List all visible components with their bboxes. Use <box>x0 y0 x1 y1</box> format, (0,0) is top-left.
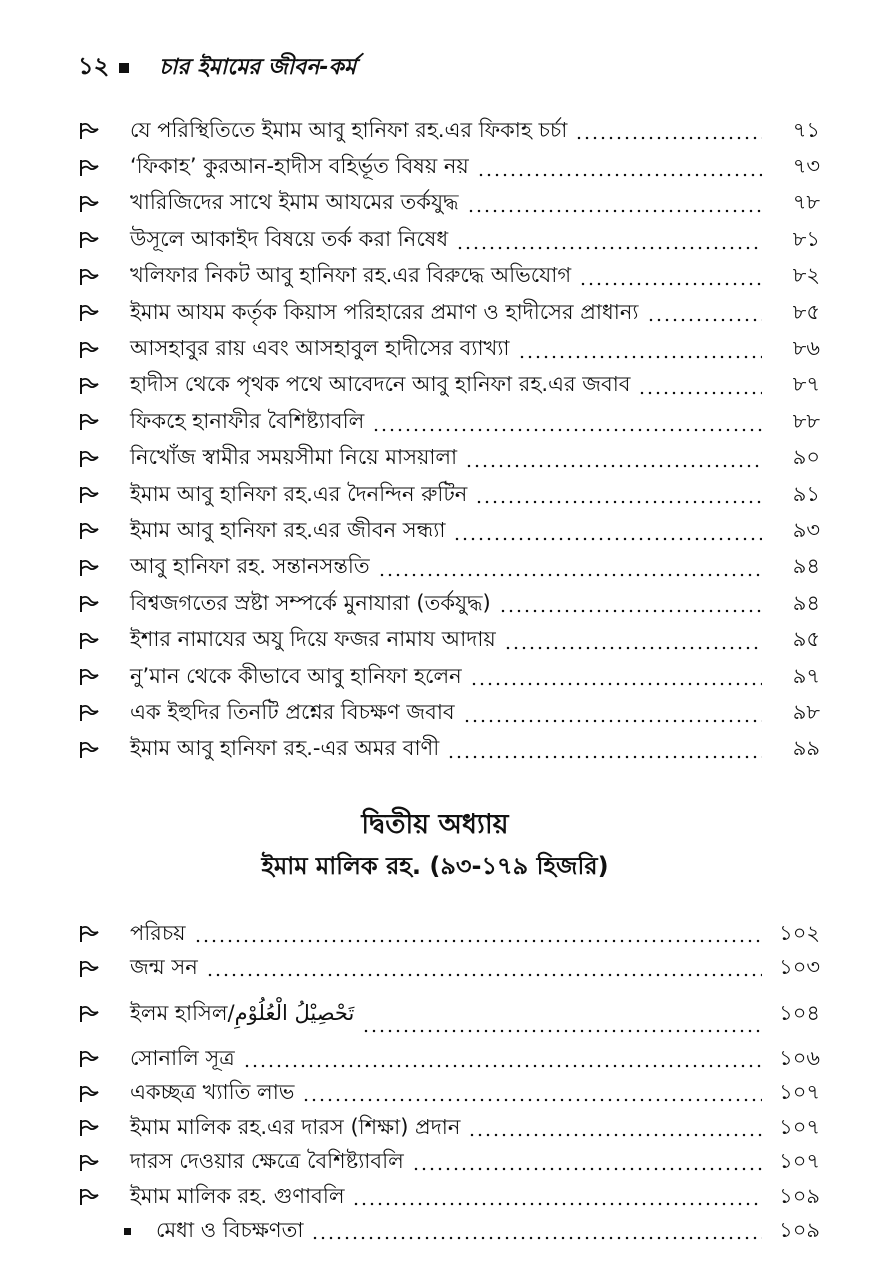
book-title: চার ইমামের জীবন-কর্ম <box>159 54 357 80</box>
toc-entry <box>78 295 820 331</box>
toc-section-1 <box>78 113 820 768</box>
toc-entry-title: হাদীস থেকে পৃথক পথে আবেদনে আবু হানিফা রহ.এর জবাব <box>130 372 631 397</box>
toc-entry <box>78 917 820 952</box>
dot-leader <box>499 609 762 613</box>
toc-entry-title: সোনালি সূত্র <box>130 1045 235 1070</box>
dot-leader <box>504 646 762 650</box>
flag-icon <box>78 267 100 287</box>
dot-leader <box>575 136 762 140</box>
toc-entry-page: ৯৪ <box>792 554 820 579</box>
toc-entry <box>78 368 820 404</box>
dot-leader <box>467 209 763 213</box>
flag-icon <box>78 412 100 432</box>
toc-entry-title: এক ইহুদির তিনটি প্রশ্নের বিচক্ষণ জবাব <box>130 699 455 724</box>
dot-leader <box>475 500 762 504</box>
flag-icon <box>78 667 100 687</box>
toc-entry-page: ৮৬ <box>792 336 820 361</box>
dot-leader <box>647 318 763 322</box>
toc-entry-page: ৯১ <box>792 481 820 506</box>
dot-leader <box>465 464 762 468</box>
flag-icon <box>78 303 100 323</box>
toc-entry <box>78 513 820 549</box>
toc-entry-title: ইমাম আবু হানিফা রহ.-এর অমর বাণী <box>130 736 440 761</box>
chapter-subtitle: ইমাম মালিক রহ. (৯৩-১৭৯ হিজরি) <box>261 852 609 880</box>
toc-entry <box>78 952 820 987</box>
toc-entry-title: ফিকহে হানাফীর বৈশিষ্ট্যাবলি <box>130 408 365 433</box>
toc-entry <box>78 586 820 622</box>
toc-entry <box>78 259 820 295</box>
toc-entry-page: ১০৭ <box>779 1149 820 1174</box>
toc-entry <box>78 695 820 731</box>
toc-entry-page: ৭৮ <box>792 190 820 215</box>
page-number: ১২ <box>78 52 110 80</box>
toc-entry <box>78 1042 820 1077</box>
square-bullet-icon <box>124 1228 131 1235</box>
toc-entry <box>78 550 820 586</box>
dot-leader <box>456 246 762 250</box>
toc-entry-title: জন্ম সন <box>130 955 198 980</box>
flag-icon <box>78 230 100 250</box>
toc-entry-page: ১০৪ <box>779 1000 820 1025</box>
flag-icon <box>78 121 100 141</box>
dot-leader <box>362 1029 762 1033</box>
dot-leader <box>302 1098 762 1102</box>
flag-icon <box>78 1004 100 1024</box>
toc-entry-page: ৭৩ <box>792 154 820 179</box>
dot-leader <box>206 973 762 977</box>
toc-entry <box>78 1111 820 1146</box>
flag-icon <box>78 1187 100 1207</box>
toc-entry <box>78 732 820 768</box>
dot-leader <box>378 573 762 577</box>
toc-entry-page: ৮৫ <box>792 299 820 324</box>
toc-entry-page: ৯৩ <box>792 517 820 542</box>
dot-leader <box>412 1167 762 1171</box>
toc-entry-page: ১০৬ <box>779 1045 820 1070</box>
toc-entry-title: বিশ্বজগতের স্রষ্টা সম্পর্কে মুনাযারা (তর্কযুদ্ধ) <box>130 590 491 615</box>
toc-entry-title: খলিফার নিকট আবু হানিফা রহ.এর বিরুদ্ধে অভিযোগ <box>130 263 572 288</box>
toc-entry-title: খারিজিদের সাথে ইমাম আযমের তর্কযুদ্ধ <box>130 190 459 215</box>
flag-icon <box>78 521 100 541</box>
toc-entry-page: ৮২ <box>792 263 820 288</box>
toc-entry-page: ৯৪ <box>792 590 820 615</box>
toc-entry <box>78 222 820 258</box>
toc-entry <box>78 331 820 367</box>
toc-entry-title: আসহাবুর রায় এবং আসহাবুল হাদীসের ব্যাখ্যা <box>130 336 510 361</box>
dot-leader <box>468 1133 762 1137</box>
toc-entry-title: নু’মান থেকে কীভাবে আবু হানিফা হলেন <box>130 663 462 688</box>
toc-entry <box>78 441 820 477</box>
toc-entry-title: ইমাম আবু হানিফা রহ.এর জীবন সন্ধ্যা <box>130 517 446 542</box>
flag-icon <box>78 959 100 979</box>
flag-icon <box>78 376 100 396</box>
chapter-title: দ্বিতীয় অধ্যায় <box>361 809 509 840</box>
toc-entry-title: একচ্ছত্র খ্যাতি লাভ <box>130 1080 295 1105</box>
toc-entry-page: ৯৭ <box>792 663 820 688</box>
toc-entry-page: ৮১ <box>792 226 820 251</box>
flag-icon <box>78 1049 100 1069</box>
dot-leader <box>579 282 762 286</box>
dot-leader <box>470 682 762 686</box>
flag-icon <box>78 1118 100 1138</box>
toc-entry-title: মেধা ও বিচক্ষণতা <box>156 1218 304 1243</box>
toc-entry <box>78 622 820 658</box>
flag-icon <box>78 340 100 360</box>
flag-icon <box>78 1153 100 1173</box>
toc-entry-title: ইলম হাসিল/تَحْصِيْلُ الْعُلُوْمِ <box>130 1000 355 1025</box>
dot-leader <box>477 173 762 177</box>
toc-entry <box>78 1180 820 1215</box>
toc-entry-page: ৯০ <box>792 445 820 470</box>
toc-entry <box>78 404 820 440</box>
toc-entry-page: ৮৭ <box>792 372 820 397</box>
toc-entry-title: ইমাম আযম কর্তৃক কিয়াস পরিহারের প্রমাণ ও হাদীসের প্রাধান্য <box>130 299 639 324</box>
header-square-icon <box>119 63 129 73</box>
dot-leader <box>453 537 762 541</box>
flag-icon <box>78 558 100 578</box>
toc-entry <box>78 1215 820 1250</box>
dot-leader <box>243 1064 762 1068</box>
toc-entry-title: ‘ফিকাহ’ কুরআন-হাদীস বহির্ভূত বিষয় নয় <box>130 154 469 179</box>
toc-entry <box>78 1077 820 1112</box>
toc-entry <box>78 186 820 222</box>
flag-icon <box>78 449 100 469</box>
toc-entry-page: ৯৫ <box>792 627 820 652</box>
toc-entry <box>78 477 820 513</box>
flag-icon <box>78 594 100 614</box>
toc-entry-page: ১০৭ <box>779 1080 820 1105</box>
dot-leader <box>194 939 762 943</box>
toc-entry-page: ১০৩ <box>779 955 820 980</box>
toc-section-2 <box>78 917 820 1249</box>
toc-entry-page: ৮৮ <box>792 408 820 433</box>
toc-entry <box>78 659 820 695</box>
toc-entry-title: নিখোঁজ স্বামীর সময়সীমা নিয়ে মাসয়ালা <box>130 445 458 470</box>
dot-leader <box>352 1202 762 1206</box>
flag-icon <box>78 194 100 214</box>
flag-icon <box>78 1084 100 1104</box>
flag-icon <box>78 485 100 505</box>
toc-entry-page: ৯৮ <box>792 699 820 724</box>
dot-leader <box>372 428 762 432</box>
running-header <box>78 50 356 86</box>
toc-entry-page: ১০৭ <box>779 1114 820 1139</box>
flag-icon <box>78 703 100 723</box>
dot-leader <box>463 719 762 723</box>
toc-entry-title: যে পরিস্থিতিতে ইমাম আবু হানিফা রহ.এর ফিকাহ চর্চা <box>130 117 568 142</box>
toc-entry-page: ৭১ <box>792 117 820 142</box>
toc-entry-page: ৯৯ <box>792 736 820 761</box>
toc-entry-page: ১০৯ <box>779 1183 820 1208</box>
toc-entry-title: আবু হানিফা রহ. সন্তানসন্ততি <box>130 554 370 579</box>
toc-entry <box>78 113 820 149</box>
flag-icon <box>78 158 100 178</box>
flag-icon <box>78 631 100 651</box>
toc-entry-page: ১০২ <box>779 920 820 945</box>
dot-leader <box>518 355 762 359</box>
toc-entry-title: ইমাম আবু হানিফা রহ.এর দৈনন্দিন রুটিন <box>130 481 468 506</box>
toc-entry-page: ১০৯ <box>779 1218 820 1243</box>
flag-icon <box>78 740 100 760</box>
toc-entry-title: দারস দেওয়ার ক্ষেত্রে বৈশিষ্ট্যাবলি <box>130 1149 404 1174</box>
toc-entry <box>78 149 820 185</box>
toc-entry-title: ইশার নামাযের অযু দিয়ে ফজর নামায আদায় <box>130 627 496 652</box>
flag-icon <box>78 924 100 944</box>
toc-entry-title: পরিচয় <box>130 920 186 945</box>
toc-entry-title: ইমাম মালিক রহ. গুণাবলি <box>130 1183 345 1208</box>
toc-entry-title: উসূলে আকাইদ বিষয়ে তর্ক করা নিষেধ <box>130 226 449 251</box>
toc-entry <box>78 986 820 1042</box>
dot-leader <box>638 391 762 395</box>
dot-leader <box>311 1236 762 1240</box>
toc-entry <box>78 1146 820 1181</box>
dot-leader <box>447 755 762 759</box>
toc-entry-title: ইমাম মালিক রহ.এর দারস (শিক্ষা) প্রদান <box>130 1114 461 1139</box>
